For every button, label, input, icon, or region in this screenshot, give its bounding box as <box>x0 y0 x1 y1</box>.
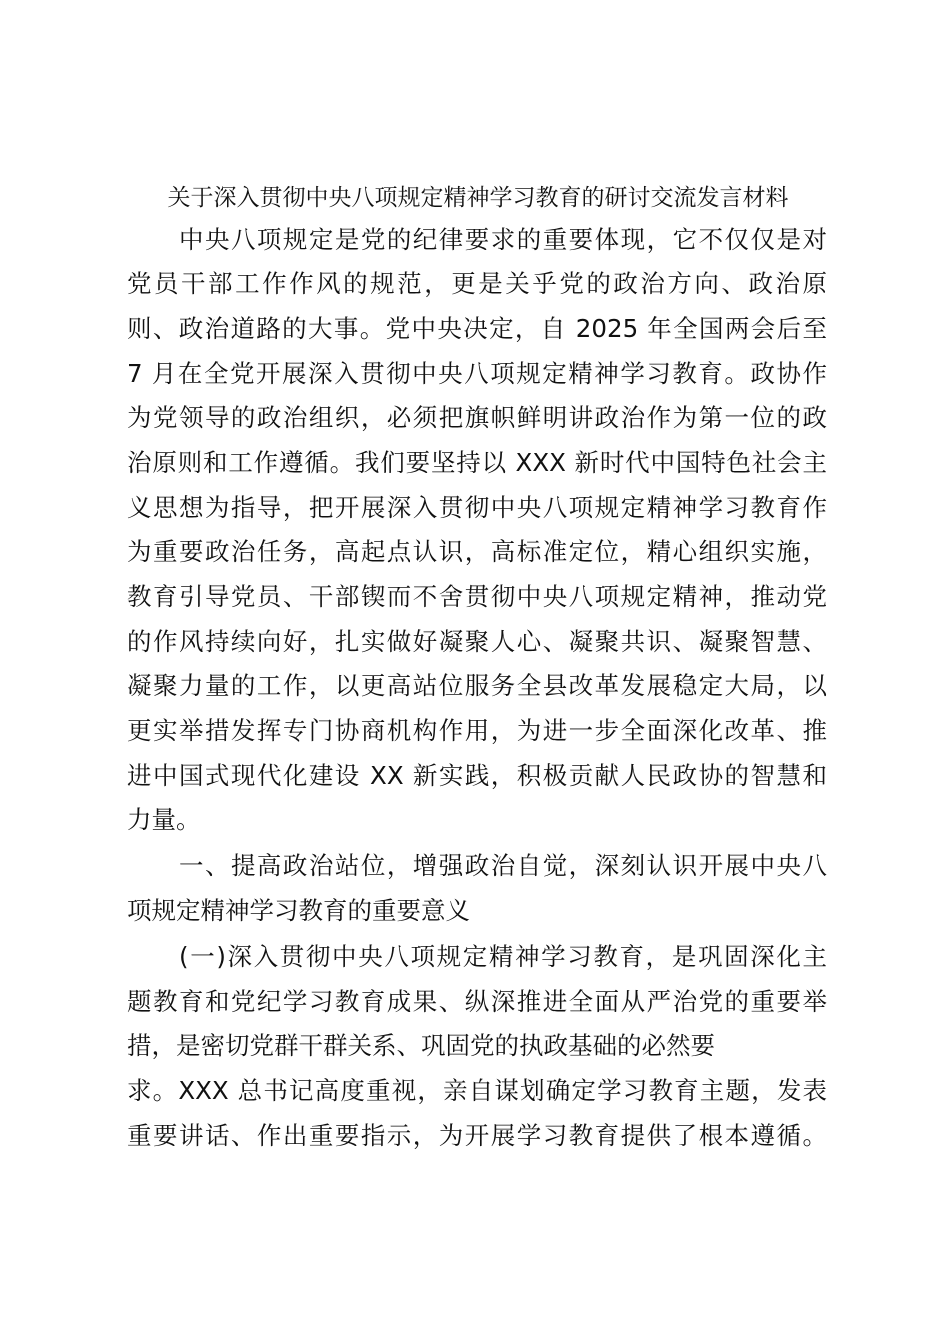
body-line: 更实举措发挥专门协商机构作用，为进一步全面深化改革、推 <box>127 716 827 745</box>
body-line: 措，是密切党群干群关系、巩固党的执政基础的必然要 <box>127 1031 715 1060</box>
section-heading-line: 项规定精神学习教育的重要意义 <box>127 896 470 925</box>
document-title: 关于深入贯彻中央八项规定精神学习教育的研讨交流发言材料 <box>167 185 789 211</box>
body-line: 7 月在全党开展深入贯彻中央八项规定精神学习教育。政协作 <box>127 359 827 388</box>
body-line: 重要讲话、作出重要指示，为开展学习教育提供了根本遵循。 <box>127 1121 827 1150</box>
body-line: 党员干部工作作风的规范，更是关乎党的政治方向、政治原 <box>127 269 827 298</box>
body-line: 为重要政治任务，高起点认识，高标准定位，精心组织实施， <box>127 537 827 566</box>
body-line: 为党领导的政治组织，必须把旗帜鲜明讲政治作为第一位的政 <box>127 403 827 432</box>
body-line: 则、政治道路的大事。党中央决定，自 2025 年全国两会后至 <box>127 314 827 343</box>
body-line: 教育引导党员、干部锲而不舍贯彻中央八项规定精神，推动党 <box>127 582 827 611</box>
body-line: 治原则和工作遵循。我们要坚持以 XXX 新时代中国特色社会主 <box>127 448 827 477</box>
body-line: 力量。 <box>127 805 201 834</box>
body-line: 凝聚力量的工作，以更高站位服务全县改革发展稳定大局，以 <box>127 671 827 700</box>
section-heading-line: 一、提高政治站位，增强政治自觉，深刻认识开展中央八 <box>179 851 827 880</box>
body-line: 的作风持续向好，扎实做好凝聚人心、凝聚共识、凝聚智慧、 <box>127 627 827 656</box>
body-line: 义思想为指导，把开展深入贯彻中央八项规定精神学习教育作 <box>127 493 827 522</box>
body-line: 题教育和党纪学习教育成果、纵深推进全面从严治党的重要举 <box>127 987 827 1016</box>
body-line: 求。XXX 总书记高度重视，亲自谋划确定学习教育主题，发表 <box>127 1076 827 1105</box>
body-line: 中央八项规定是党的纪律要求的重要体现，它不仅仅是对 <box>179 225 827 254</box>
body-line: (一)深入贯彻中央八项规定精神学习教育，是巩固深化主 <box>179 942 827 971</box>
body-line: 进中国式现代化建设 XX 新实践，积极贡献人民政协的智慧和 <box>127 761 827 790</box>
